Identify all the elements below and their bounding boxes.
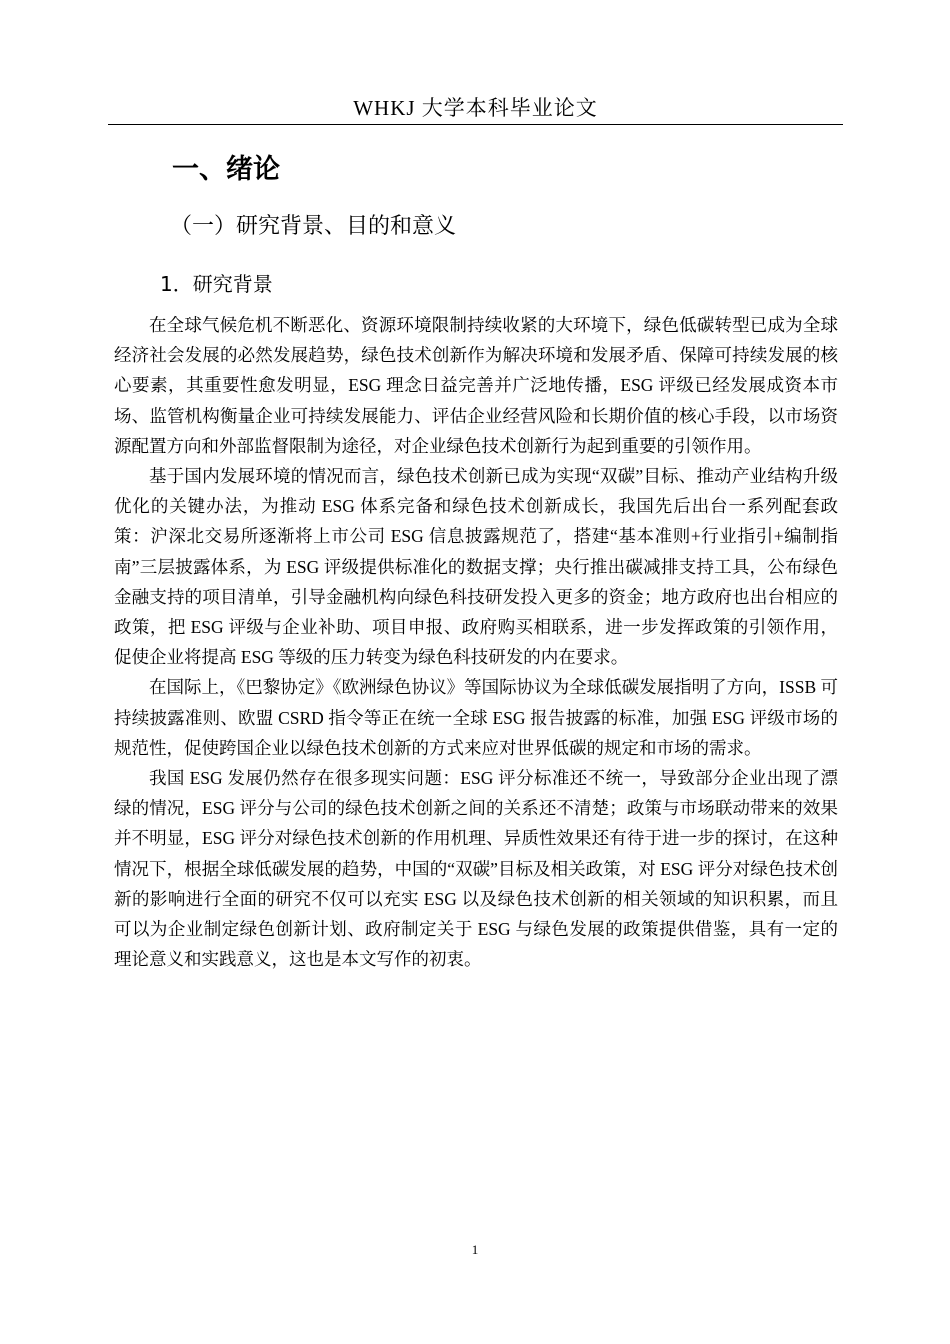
subsection-title: 1．研究背景 [160, 272, 273, 296]
body-text [114, 310, 838, 974]
page-header-title: WHKJ 大学本科毕业论文 [353, 96, 598, 120]
page-number: 1 [471, 1242, 479, 1257]
paragraph: 在国际上，《巴黎协定》《欧洲绿色协议》等国际协议为全球低碳发展指明了方向，ISSB 可持续披露准则、欧盟 CSRD 指令等正在统一全球 ESG 报告披露的标准，加强 ESG 评级市场的规范性，促使跨国企业以绿色技术创新的方式来应对世界低碳的规定和市场的需求。 [114, 677, 838, 758]
paragraph: 我国 ESG 发展仍然存在很多现实问题：ESG 评分标准还不统一，导致部分企业出现了漂绿的情况，ESG 评分与公司的绿色技术创新之间的关系还不清楚；政策与市场联动带来的效果并不明显，ESG 评分对绿色技术创新的作用机理、异质性效果还有待于进一步的探讨，在这种情况下，根据全球低碳发展的趋势，中国的“双碳”目标及相关政策，对 ESG 评分对绿色技术创新的影响进行全面的研究不仅可以充实 ESG 以及绿色技术创新的相关领域的知识积累，而且可以为企业制定绿色创新计划、政府制定关于 ESG 与绿色发展的政策提供借鉴，具有一定的理论意义和实践意义，这也是本文写作的初衷。 [114, 768, 838, 970]
chapter-title: 一、绪论 [172, 154, 280, 185]
paragraph: 在全球气候危机不断恶化、资源环境限制持续收紧的大环境下，绿色低碳转型已成为全球经济社会发展的必然发展趋势，绿色技术创新作为解决环境和发展矛盾、保障可持续发展的核心要素，其重要性愈发明显，ESG 理念日益完善并广泛地传播，ESG 评级已经发展成资本市场、监管机构衡量企业可持续发展能力、评估企业经营风险和长期价值的核心手段，以市场资源配置方向和外部监督限制为途径，对企业绿色技术创新行为起到重要的引领作用。 [114, 315, 838, 456]
section-title: （一）研究背景、目的和意义 [170, 214, 457, 239]
paragraph: 基于国内发展环境的情况而言，绿色技术创新已成为实现“双碳”目标、推动产业结构升级优化的关键办法，为推动 ESG 体系完备和绿色技术创新成长，我国先后出台一系列配套政策：沪深北交易所逐渐将上市公司 ESG 信息披露规范了，搭建“基本准则+行业指引+编制指南”三层披露体系，为 ESG 评级提供标准化的数据支撑；央行推出碳减排支持工具，公布绿色金融支持的项目清单，引导金融机构向绿色科技研发投入更多的资金；地方政府也出台相应的政策，把 ESG 评级与企业补助、项目申报、政府购买相联系，进一步发挥政策的引领作用，促使企业将提高 ESG 等级的压力转变为绿色科技研发的内在要求。 [114, 466, 838, 668]
header-divider [108, 124, 843, 125]
